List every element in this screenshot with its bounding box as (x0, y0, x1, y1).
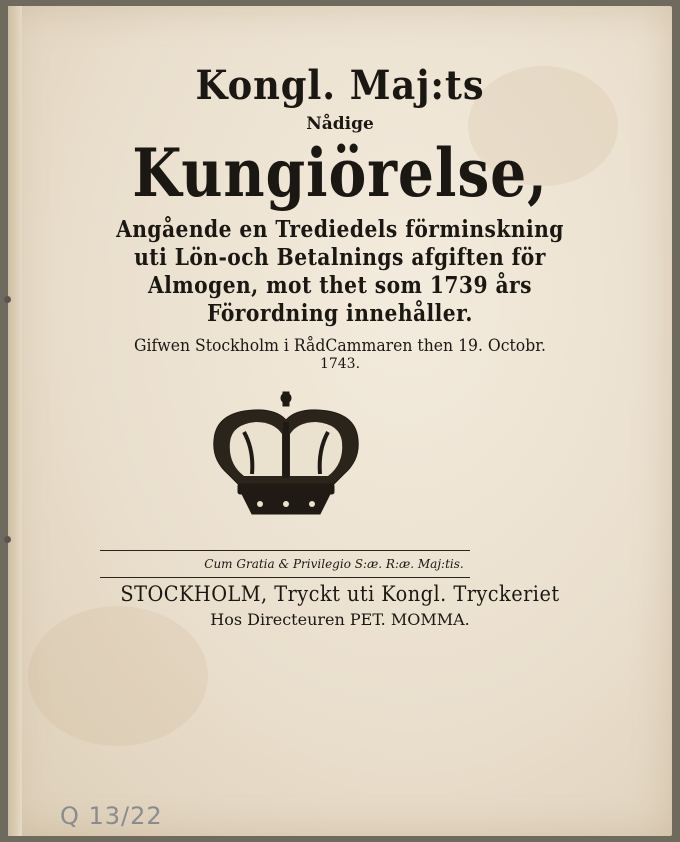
divider-rule (100, 550, 470, 551)
archive-mark: Q 13/22 (60, 802, 163, 830)
body-line: Almogen, mot thet som 1739 års (148, 272, 532, 299)
crown-icon (204, 390, 368, 518)
body-line: uti Lön-och Betalnings afgiften för (134, 244, 546, 271)
body-line: Förordning innehåller. (207, 300, 473, 327)
binding-hole (4, 296, 11, 303)
year: 1743. (319, 356, 361, 372)
body-line: Angående en Trediedels förminskning (116, 216, 564, 243)
subheading: Nådige (306, 114, 374, 134)
printer-line: Hos Directeuren PET. MOMMA. (210, 610, 470, 629)
binding-hole (4, 536, 11, 543)
printer-line: STOCKHOLM, Tryckt uti Kongl. Tryckeriet (120, 582, 560, 606)
document-page (8, 6, 672, 836)
heading: Kongl. Maj:ts (195, 62, 485, 109)
given-line: Gifwen Stockholm i RådCammaren then 19. Octobr. (134, 336, 546, 356)
title: Kungiörelse, (132, 134, 548, 212)
privilege-line: Cum Gratia & Privilegio S:æ. R:æ. Maj:tis. (204, 557, 464, 571)
divider-rule (100, 577, 470, 578)
